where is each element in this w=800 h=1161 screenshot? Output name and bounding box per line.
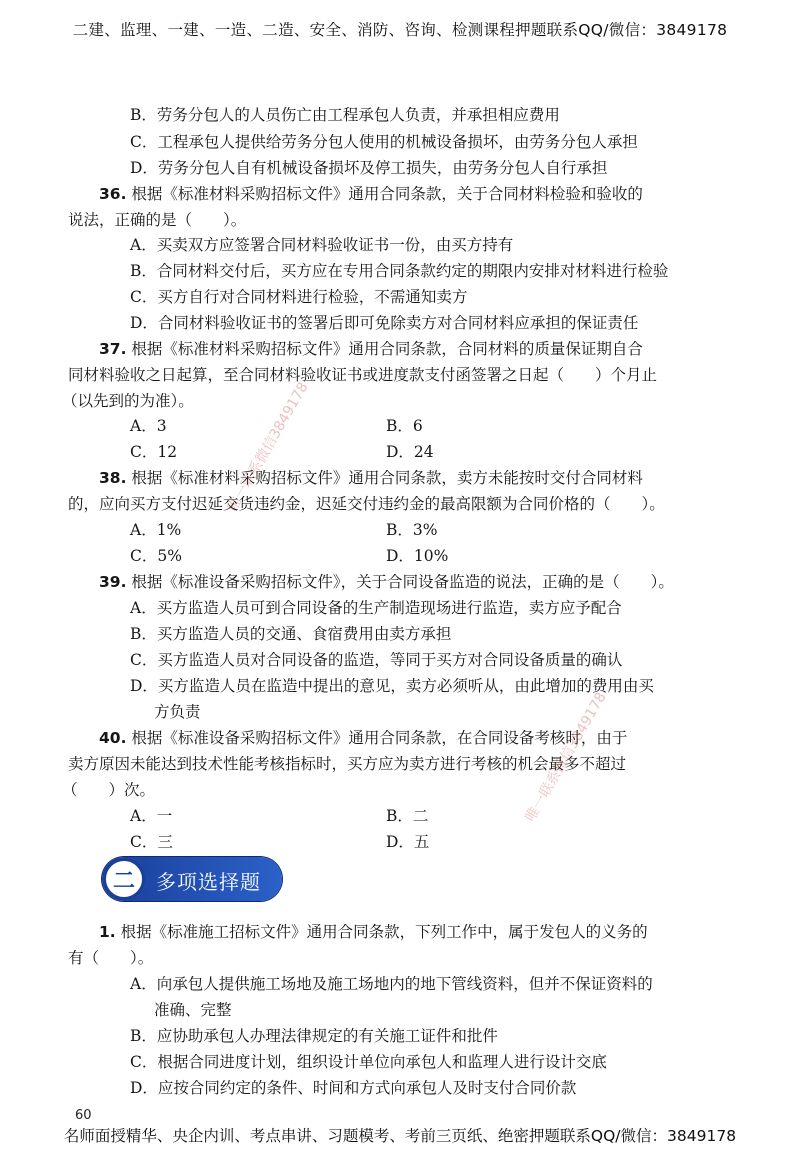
option-line: A．3 xyxy=(130,417,167,435)
option-line: B．劳务分包人的人员伤亡由工程承包人负责，并承担相应费用 xyxy=(130,106,560,124)
option-line: B．二 xyxy=(386,807,429,825)
question-text: 根据《标准材料采购招标文件》通用合同条款，卖方未能按时交付合同材料 xyxy=(131,469,643,487)
question-number: 36. xyxy=(99,185,127,203)
option-line: D．劳务分包人自有机械设备损坏及停工损失，由劳务分包人自行承担 xyxy=(130,159,608,177)
question-stem xyxy=(99,468,643,488)
question-text: 根据《标准设备采购招标文件》，关于合同设备监造的说法，正确的是（ ）。 xyxy=(131,573,674,591)
section-title: 多项选择题 xyxy=(156,870,261,894)
option-line: D．10% xyxy=(386,547,449,565)
question-text: 根据《标准材料采购招标文件》通用合同条款，关于合同材料检验和验收的 xyxy=(131,185,643,203)
option-line: B．应协助承包人办理法律规定的有关施工证件和批件 xyxy=(130,1027,498,1045)
option-line: B．买方监造人员的交通、食宿费用由卖方承担 xyxy=(130,625,452,643)
question-text: 卖方原因未能达到技术性能考核指标时，买方应为卖方进行考核的机会最多不超过 xyxy=(68,755,627,773)
watermark: 唯一联系微信3849178 xyxy=(224,379,312,515)
option-line: D．合同材料验收证书的签署后即可免除卖方对合同材料应承担的保证责任 xyxy=(130,314,639,332)
option-line: D．应按合同约定的条件、时间和方式向承包人及时支付合同价款 xyxy=(130,1079,577,1097)
question-stem xyxy=(99,572,674,592)
question-text: 根据《标准施工招标文件》通用合同条款，下列工作中，属于发包人的义务的 xyxy=(120,923,648,941)
option-line: A．1% xyxy=(130,521,182,539)
header-banner: 二建、监理、一建、一造、二造、安全、消防、咨询、检测课程押题联系QQ/微信：3849178 xyxy=(72,21,728,39)
question-number: 40. xyxy=(99,729,127,747)
option-line: A．向承包人提供施工场地及施工场地内的地下管线资料，但并不保证资料的 xyxy=(130,975,653,993)
option-line: 方负责 xyxy=(154,703,201,721)
question-text: 的，应向买方支付迟延交货违约金，迟延交付违约金的最高限额为合同价格的（ ）。 xyxy=(68,495,665,513)
question-text: （以先到的为准）。 xyxy=(62,392,194,410)
question-number: 1. xyxy=(99,923,116,941)
option-line: D．24 xyxy=(386,443,434,461)
option-line: B．6 xyxy=(386,417,423,435)
question-text: 有（ ）。 xyxy=(68,949,154,967)
question-stem xyxy=(99,922,648,942)
question-text: 同材料验收之日起算，至合同材料验收证书或进度款支付函签署之日起（ ）个月止 xyxy=(68,366,658,384)
question-number: 38. xyxy=(99,469,127,487)
question-text: （ ）次。 xyxy=(62,781,156,799)
option-line: A．买方监造人员可到合同设备的生产制造现场进行监造，卖方应予配合 xyxy=(130,599,622,617)
option-line: C．12 xyxy=(130,443,178,461)
option-line: C．买方自行对合同材料进行检验，不需通知卖方 xyxy=(130,288,468,306)
page-number: 60 xyxy=(75,1108,92,1123)
question-text: 说法，正确的是（ ）。 xyxy=(68,211,247,229)
option-line: B．3% xyxy=(386,521,438,539)
question-text: 根据《标准材料采购招标文件》通用合同条款，合同材料的质量保证期自合 xyxy=(131,340,643,358)
question-number: 37. xyxy=(99,340,127,358)
option-line: D．五 xyxy=(386,833,430,851)
option-line: D．买方监造人员在监造中提出的意见，卖方必须听从，由此增加的费用由买 xyxy=(130,677,654,695)
option-line: A．一 xyxy=(130,807,173,825)
question-stem xyxy=(99,184,643,204)
option-line: C．工程承包人提供给劳务分包人使用的机械设备损坏，由劳务分包人承担 xyxy=(130,133,638,151)
option-line: 准确、完整 xyxy=(154,1001,232,1019)
question-stem xyxy=(99,339,643,359)
section-badge: 二 xyxy=(103,858,145,900)
option-line: C．三 xyxy=(130,833,173,851)
question-text: 根据《标准设备采购招标文件》通用合同条款，在合同设备考核时，由于 xyxy=(131,729,628,747)
watermark: 唯一联系微信3849178 xyxy=(522,689,610,825)
footer-banner: 名师面授精华、央企内训、考点串讲、习题模考、考前三页纸、绝密押题联系QQ/微信：3849178 xyxy=(63,1127,737,1145)
option-line: B．合同材料交付后，买方应在专用合同条款约定的期限内安排对材料进行检验 xyxy=(130,262,669,280)
option-line: C．5% xyxy=(130,547,182,565)
question-number: 39. xyxy=(99,573,127,591)
question-stem xyxy=(99,728,627,748)
option-line: C．买方监造人员对合同设备的监造，等同于买方对合同设备质量的确认 xyxy=(130,651,623,669)
option-line: A．买卖双方应签署合同材料验收证书一份，由买方持有 xyxy=(130,236,514,254)
option-line: C．根据合同进度计划，组织设计单位向承包人和监理人进行设计交底 xyxy=(130,1053,607,1071)
